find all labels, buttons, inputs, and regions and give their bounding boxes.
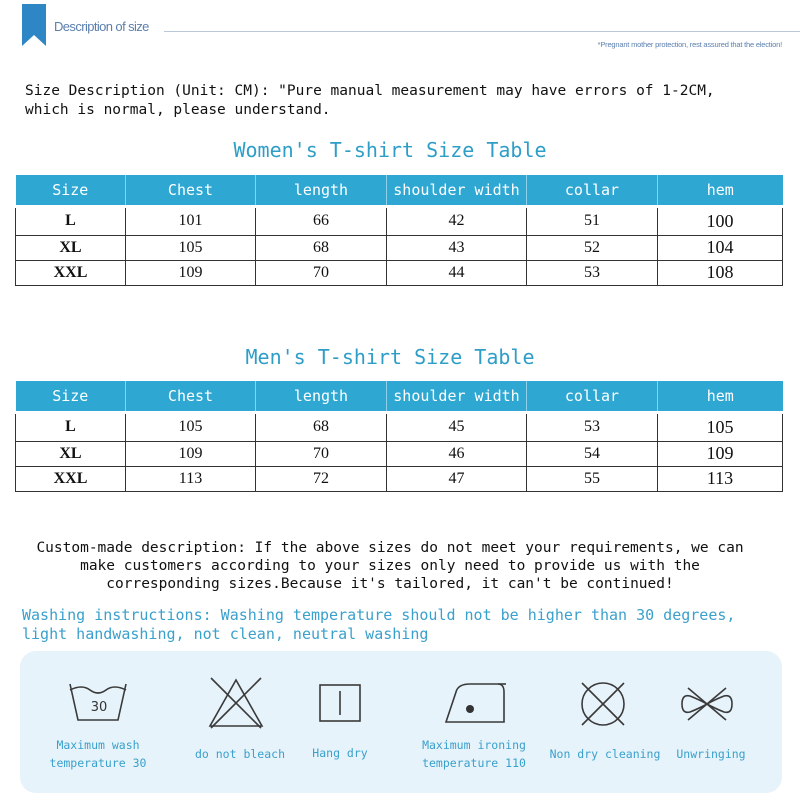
column-header: Size — [16, 175, 126, 206]
header-divider — [164, 31, 800, 32]
size-cell: XXL — [16, 260, 126, 285]
size-description-line: which is normal, please understand. — [25, 102, 331, 118]
hang-dry-icon — [317, 682, 363, 724]
custom-description-line: corresponding sizes.Because it's tailored, it can't be continued! — [106, 576, 674, 592]
size-cell: XL — [16, 235, 126, 260]
column-header: length — [256, 381, 387, 412]
table-cell: 105 — [658, 412, 783, 441]
table-cell: 68 — [256, 235, 387, 260]
table-cell: 113 — [658, 466, 783, 491]
men-table-title: Men's T-shirt Size Table — [245, 345, 535, 369]
table-cell: 105 — [126, 412, 256, 441]
size-cell: XXL — [16, 466, 126, 491]
table-cell: 55 — [527, 466, 658, 491]
column-header: length — [256, 175, 387, 206]
column-header: collar — [527, 381, 658, 412]
no-dry-clean-icon — [576, 677, 630, 731]
column-header: Size — [16, 381, 126, 412]
care-label-dry-clean — [540, 745, 670, 763]
table-cell: 72 — [256, 466, 387, 491]
column-header: Chest — [126, 381, 256, 412]
table-row — [16, 235, 783, 260]
table-cell: 68 — [256, 412, 387, 441]
care-label-wash — [40, 736, 156, 772]
table-header-row — [16, 381, 783, 412]
washing-instructions-line: Washing instructions: Washing temperature should not be higher than 30 degrees, — [22, 606, 736, 624]
custom-description-line: make customers according to your sizes only need to provide us with the — [80, 558, 700, 574]
table-row — [16, 466, 783, 491]
table-cell: 46 — [387, 441, 527, 466]
table-cell: 109 — [658, 441, 783, 466]
care-label-line: temperature 30 — [49, 756, 147, 770]
table-cell: 53 — [527, 412, 658, 441]
table-cell: 104 — [658, 235, 783, 260]
washing-instructions-line: light handwashing, not clean, neutral washing — [22, 624, 429, 643]
care-label-line: Non dry cleaning — [549, 747, 661, 761]
custom-made-description — [0, 539, 780, 593]
size-cell: L — [16, 206, 126, 235]
wash-30-icon — [66, 680, 130, 724]
washing-instructions — [22, 606, 782, 643]
no-wring-icon — [676, 684, 738, 724]
table-row — [16, 206, 783, 235]
table-cell: 105 — [126, 235, 256, 260]
custom-description-line: Custom-made description: If the above sizes do not meet your requirements, we can — [36, 540, 744, 556]
column-header: hem — [658, 381, 783, 412]
size-description-line: Size Description (Unit: CM): "Pure manual measurement may have errors of 1-2CM, — [25, 83, 715, 99]
table-cell: 54 — [527, 441, 658, 466]
page-header-title: Description of size — [54, 19, 149, 34]
women-size-table — [15, 175, 783, 286]
care-label-line: Maximum wash — [56, 738, 140, 752]
iron-110-icon — [440, 678, 510, 728]
table-row — [16, 441, 783, 466]
table-cell: 66 — [256, 206, 387, 235]
care-label-wring — [667, 745, 755, 763]
table-cell: 109 — [126, 441, 256, 466]
table-cell: 101 — [126, 206, 256, 235]
table-cell: 45 — [387, 412, 527, 441]
care-label-line: Maximum ironing — [422, 738, 526, 752]
table-cell: 44 — [387, 260, 527, 285]
table-cell: 109 — [126, 260, 256, 285]
table-row — [16, 412, 783, 441]
header-note: *Pregnant mother protection, rest assured that the election! — [597, 40, 782, 49]
size-cell: XL — [16, 441, 126, 466]
column-header: shoulder width — [387, 381, 527, 412]
care-label-line: temperature 110 — [422, 756, 526, 770]
table-cell: 70 — [256, 260, 387, 285]
table-cell: 108 — [658, 260, 783, 285]
table-cell: 42 — [387, 206, 527, 235]
column-header: shoulder width — [387, 175, 527, 206]
men-size-table — [15, 381, 783, 492]
table-cell: 70 — [256, 441, 387, 466]
table-cell: 100 — [658, 206, 783, 235]
care-label-line: do not bleach — [194, 747, 285, 761]
wash-temperature-number: 30 — [90, 700, 108, 715]
no-bleach-icon — [205, 674, 267, 730]
column-header: hem — [658, 175, 783, 206]
table-header-row — [16, 175, 783, 206]
bookmark-ribbon-icon — [22, 4, 46, 46]
size-cell: L — [16, 412, 126, 441]
care-label-hang-dry — [290, 744, 390, 762]
table-cell: 43 — [387, 235, 527, 260]
size-description — [25, 82, 785, 120]
column-header: collar — [527, 175, 658, 206]
care-label-line: Hang dry — [312, 746, 368, 760]
table-cell: 51 — [527, 206, 658, 235]
women-table-title: Women's T-shirt Size Table — [233, 138, 547, 162]
table-cell: 53 — [527, 260, 658, 285]
table-cell: 52 — [527, 235, 658, 260]
table-cell: 113 — [126, 466, 256, 491]
care-label-bleach — [182, 745, 298, 763]
care-label-iron — [410, 736, 538, 772]
care-label-line: Unwringing — [676, 747, 746, 761]
table-cell: 47 — [387, 466, 527, 491]
table-row — [16, 260, 783, 285]
column-header: Chest — [126, 175, 256, 206]
